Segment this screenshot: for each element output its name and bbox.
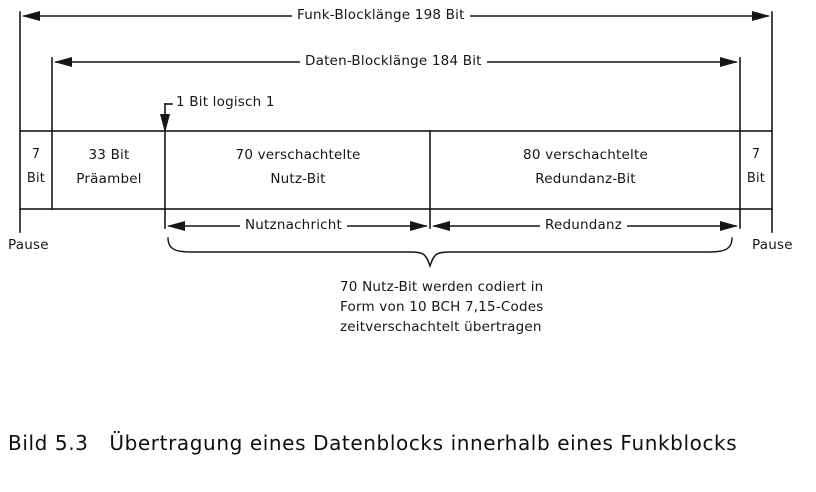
block-redundanzbit-line2: Redundanz-Bit bbox=[535, 171, 636, 187]
block-praeambel-line1: 33 Bit bbox=[88, 147, 130, 163]
block-pause-left-line1: 7 bbox=[31, 147, 41, 162]
arrowhead-redundanz-left bbox=[432, 221, 450, 231]
arrowhead-redundanz-right bbox=[720, 221, 738, 231]
arrowhead-funkblock-right bbox=[752, 11, 770, 21]
figure-caption: Bild 5.3 Übertragung eines Datenblocks innerhalb eines Funkblocks bbox=[8, 431, 738, 455]
arrowhead-datenblock-right bbox=[720, 57, 738, 67]
arrowhead-datenblock-left bbox=[54, 57, 72, 67]
pause-label-left: Pause bbox=[8, 237, 49, 253]
block-nutzbit-line1: 70 verschachtelte bbox=[235, 147, 361, 163]
dimension-label-datenblock: Daten-Blocklänge 184 Bit bbox=[300, 54, 487, 70]
arrowhead-nutznachricht-left bbox=[167, 221, 185, 231]
pause-label-right: Pause bbox=[752, 237, 793, 253]
block-pause-right-line2: Bit bbox=[746, 171, 766, 186]
block-praeambel-line2: Präambel bbox=[76, 171, 142, 187]
dimension-label-nutznachricht: Nutznachricht bbox=[240, 218, 347, 234]
brace-to-note bbox=[168, 238, 732, 266]
block-redundanzbit-line1: 80 verschachtelte bbox=[523, 147, 648, 163]
funkblock-rectangle bbox=[20, 131, 772, 209]
dimension-label-funkblock: Funk-Blocklänge 198 Bit bbox=[292, 8, 470, 24]
note-line-1: 70 Nutz-Bit werden codiert in bbox=[340, 279, 544, 295]
arrowhead-funkblock-left bbox=[22, 11, 40, 21]
arrowhead-logisch1 bbox=[160, 114, 170, 133]
arrowhead-nutznachricht-right bbox=[410, 221, 428, 231]
block-pause-right-line1: 7 bbox=[751, 147, 761, 162]
note-line-2: Form von 10 BCH 7,15-Codes bbox=[340, 299, 544, 315]
pointer-label-logisch1: 1 Bit logisch 1 bbox=[176, 94, 275, 110]
block-pause-left-line2: Bit bbox=[26, 171, 46, 186]
note-line-3: zeitverschachtelt übertragen bbox=[340, 319, 542, 335]
dimension-label-redundanz: Redundanz bbox=[540, 218, 627, 234]
block-nutzbit-line2: Nutz-Bit bbox=[270, 171, 326, 187]
